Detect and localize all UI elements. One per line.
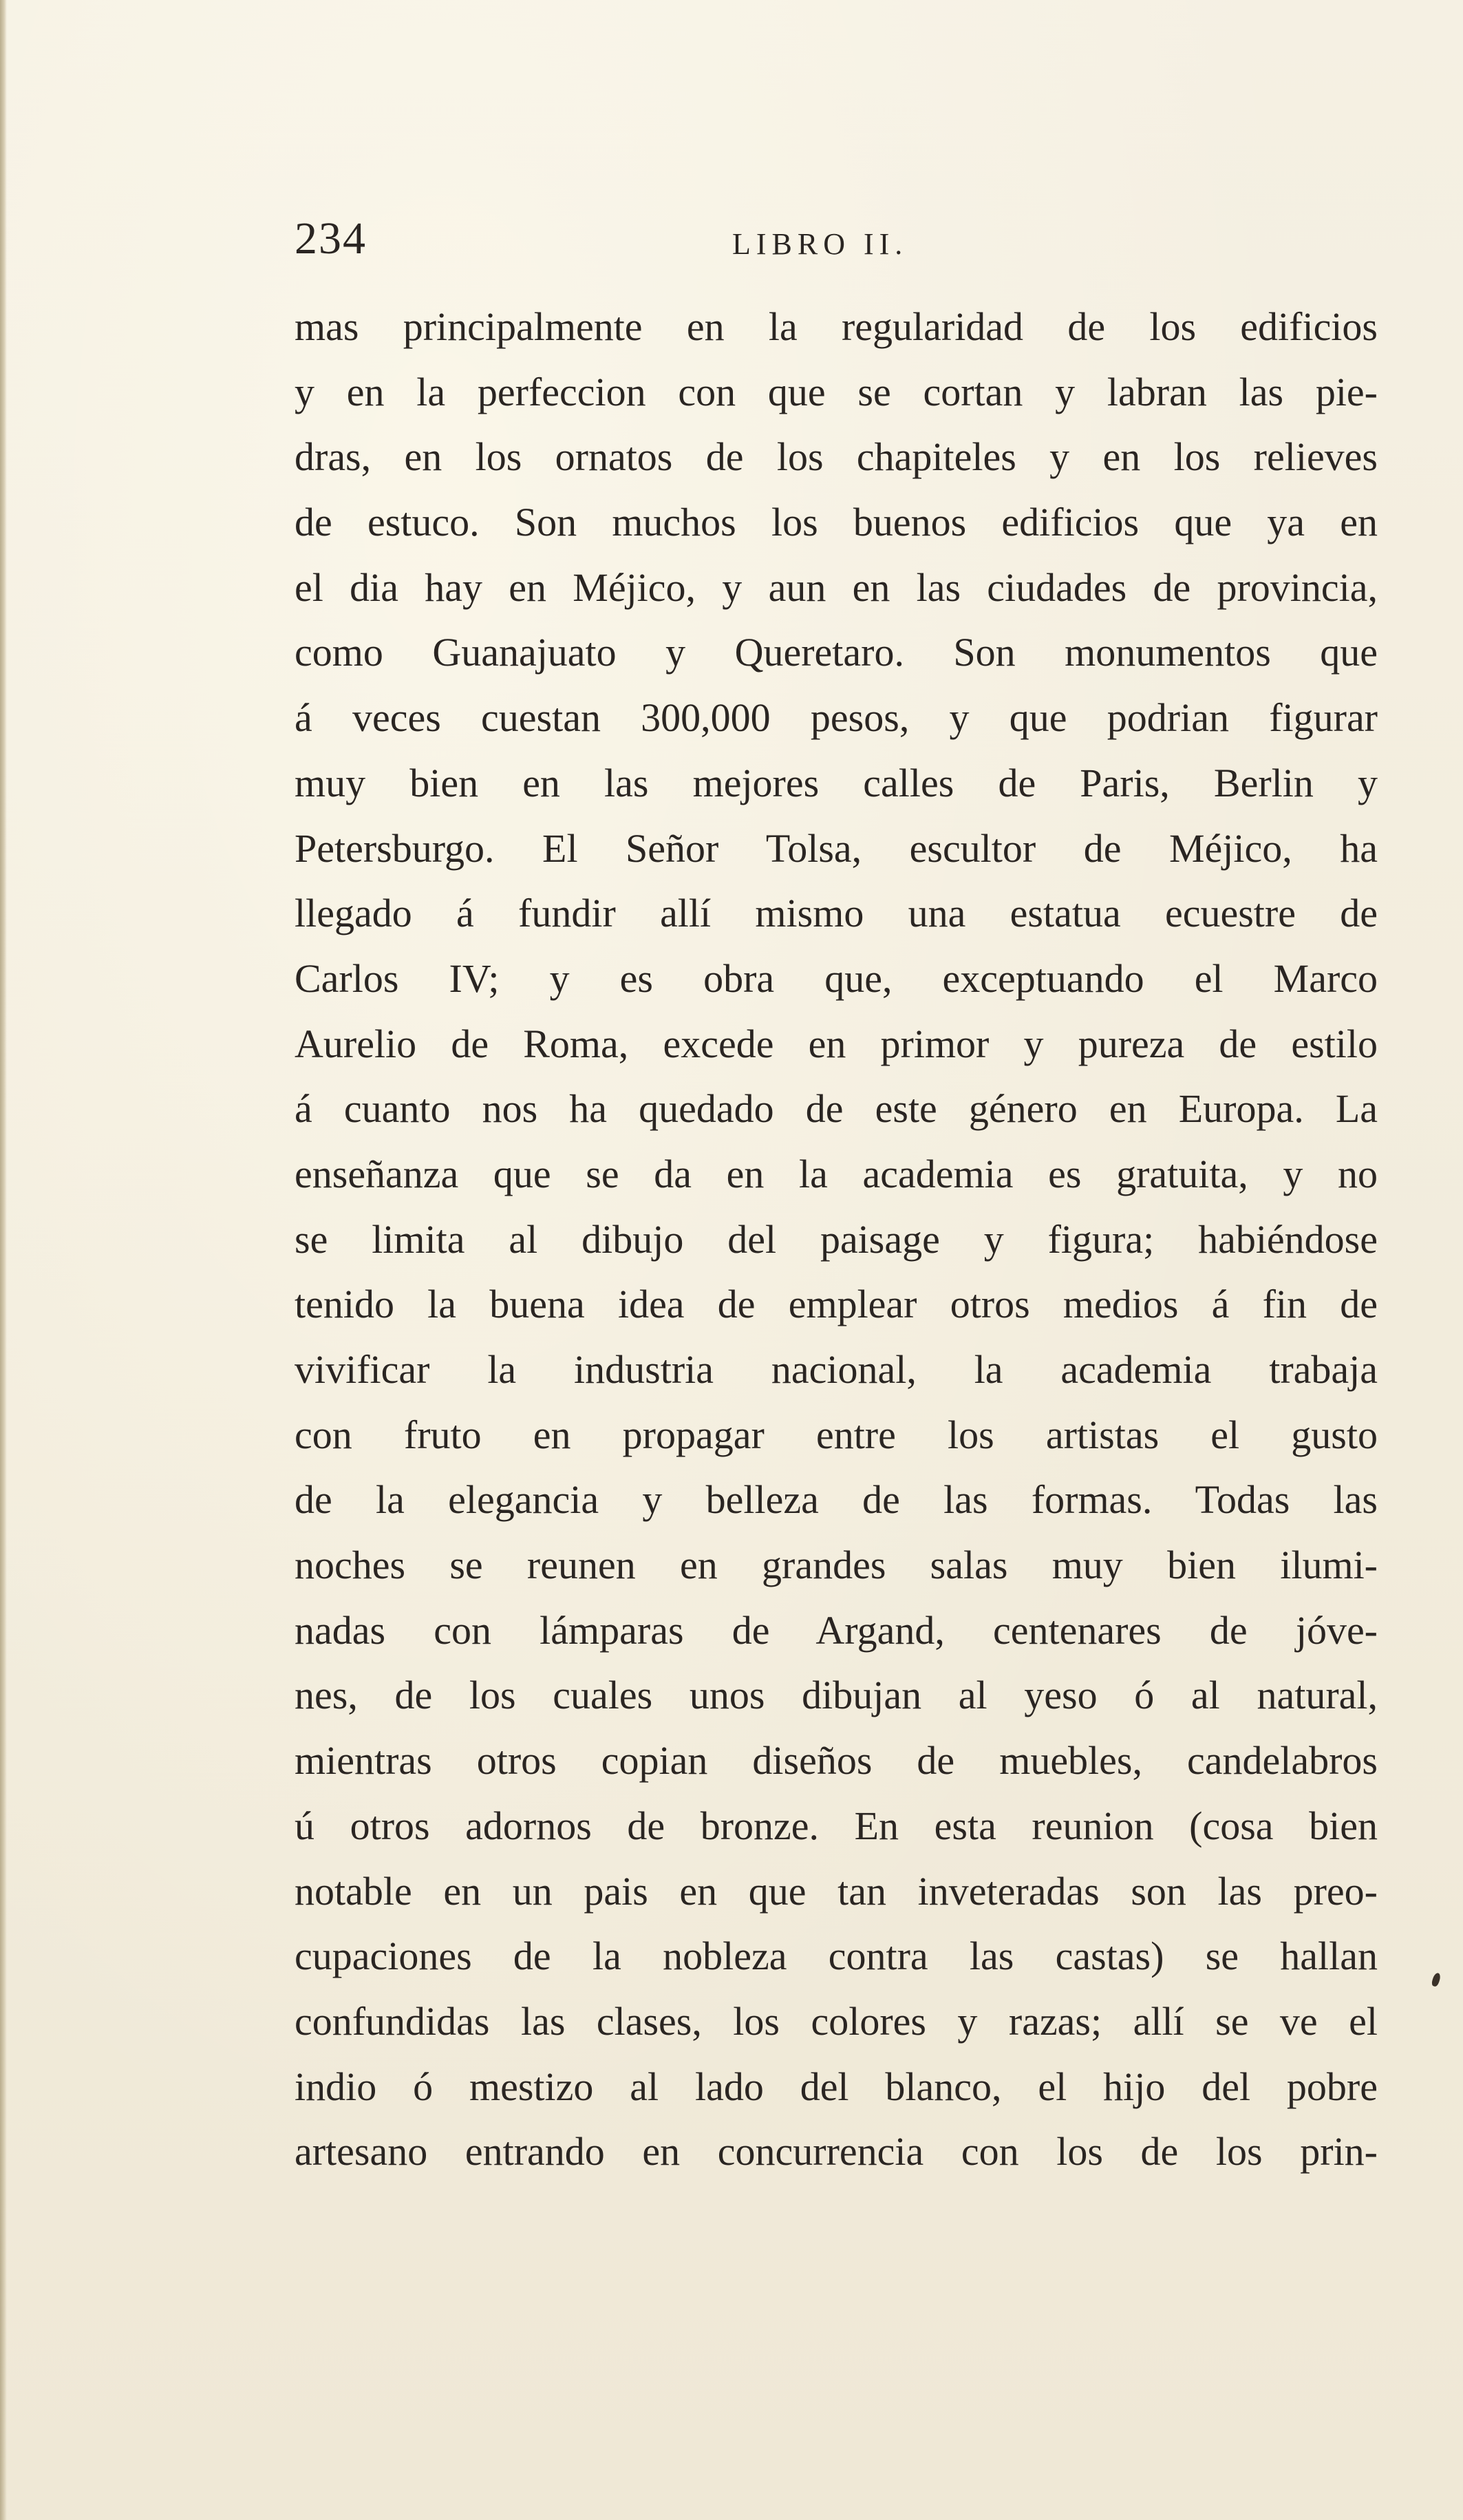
text-line: Petersburgo. El Señor Tolsa, escultor de Méjico, ha: [295, 825, 1378, 871]
text-line: mas principalmente en la regularidad de los edificios: [295, 304, 1378, 349]
running-head: LIBRO II.: [732, 227, 908, 261]
text-line: mientras otros copian diseños de muebles, candelabros: [295, 1738, 1378, 1783]
text-line: como Guanajuato y Queretaro. Son monumentos que: [295, 630, 1378, 675]
text-line: Aurelio de Roma, excede en primor y pureza de estilo: [295, 1021, 1378, 1066]
text-line: vivificar la industria nacional, la academia trabaja: [295, 1347, 1378, 1392]
text-line: á cuanto nos ha quedado de este género en Europa. La: [295, 1086, 1378, 1132]
text-line: Carlos IV; y es obra que, exceptuando el Marco: [295, 955, 1378, 1001]
text-line: dras, en los ornatos de los chapiteles y en los relieves: [295, 434, 1378, 480]
text-line: de la elegancia y belleza de las formas. Todas las: [295, 1477, 1378, 1523]
text-line: artesano entrando en concurrencia con los de los prin-: [295, 2129, 1378, 2174]
text-line: tenido la buena idea de emplear otros medios á fin de: [295, 1282, 1378, 1327]
text-line: nes, de los cuales unos dibujan al yeso ó al natural,: [295, 1673, 1378, 1718]
text-line: y en la perfeccion con que se cortan y labran las pie-: [295, 369, 1378, 414]
text-line: muy bien en las mejores calles de Paris, Berlin y: [295, 760, 1378, 805]
text-line: nadas con lámparas de Argand, centenares de jóve-: [295, 1607, 1378, 1653]
body-text: [295, 295, 1378, 2185]
text-line: á veces cuestan 300,000 pesos, y que podrian figurar: [295, 695, 1378, 741]
text-line: ú otros adornos de bronze. En esta reunion (cosa bien: [295, 1803, 1378, 1848]
text-line: llegado á fundir allí mismo una estatua ecuestre de: [295, 891, 1378, 936]
text-line: de estuco. Son muchos los buenos edificios que ya en: [295, 500, 1378, 545]
text-line: con fruto en propagar entre los artistas el gusto: [295, 1412, 1378, 1457]
text-line: el dia hay en Méjico, y aun en las ciudades de provincia,: [295, 564, 1378, 610]
page-edge-shadow: [0, 0, 7, 2520]
page-header: [295, 208, 1378, 270]
page-number: 234: [295, 213, 367, 264]
text-line: indio ó mestizo al lado del blanco, el hijo del pobre: [295, 2064, 1378, 2109]
ink-blemish: [1431, 1972, 1442, 1987]
text-line: cupaciones de la nobleza contra las castas) se hallan: [295, 1934, 1378, 1979]
text-line: notable en un pais en que tan inveteradas son las preo-: [295, 1868, 1378, 1914]
text-line: confundidas las clases, los colores y razas; allí se ve el: [295, 1998, 1378, 2044]
text-line: enseñanza que se da en la academia es gratuita, y no: [295, 1151, 1378, 1196]
text-line: se limita al dibujo del paisage y figura; habiéndose: [295, 1216, 1378, 1262]
text-line: noches se reunen en grandes salas muy bien ilumi-: [295, 1543, 1378, 1588]
